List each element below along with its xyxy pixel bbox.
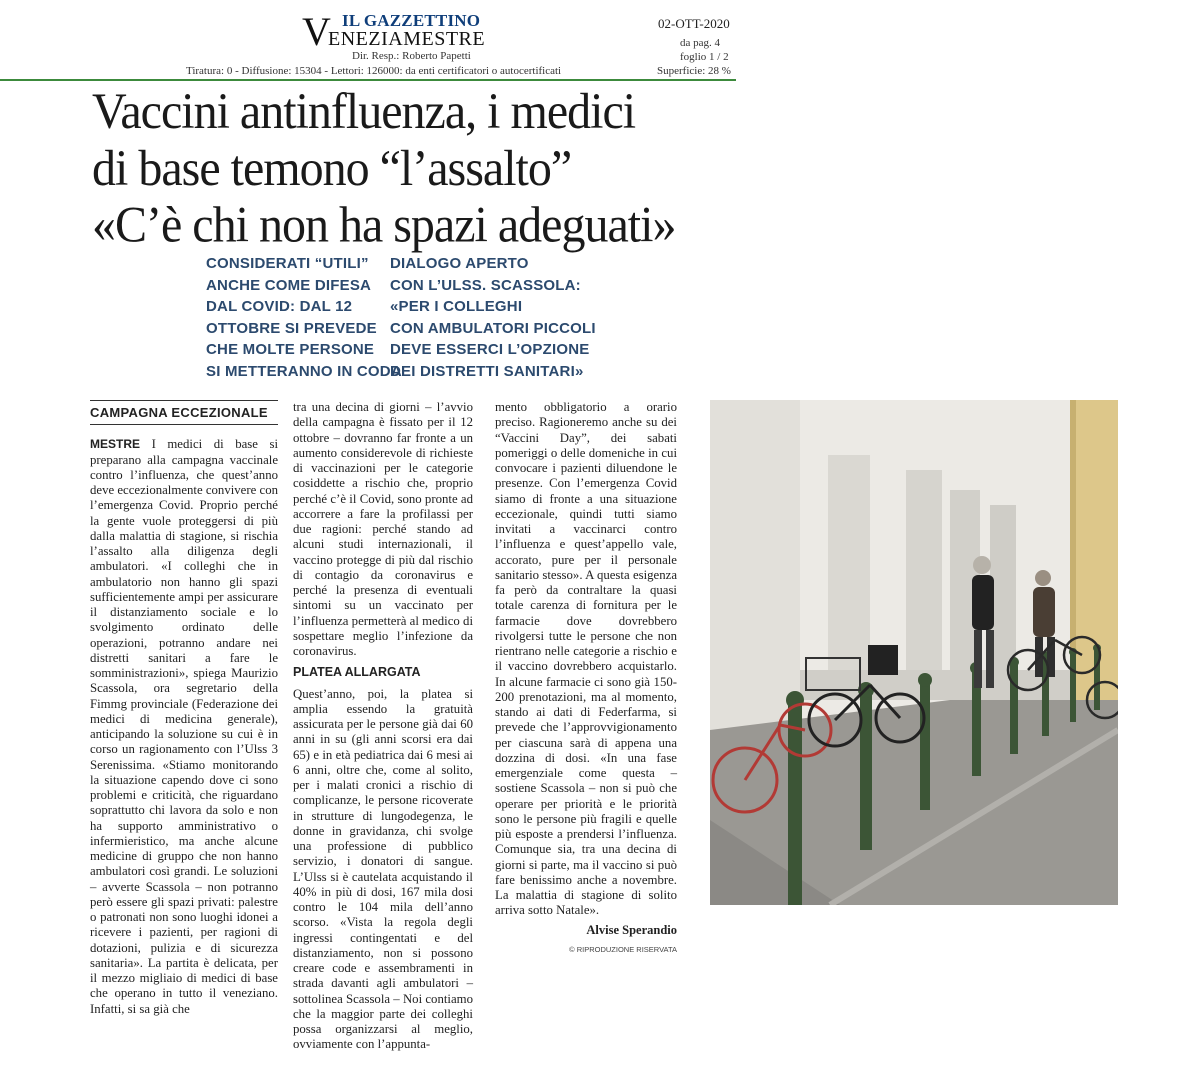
section-title: CAMPAGNA ECCEZIONALE [90, 405, 268, 420]
masthead-initial: V [302, 9, 331, 54]
section-header [90, 400, 278, 425]
article-text: tra una decina di giorni – l’avvio della campagna è fissato per il 12 ottobre – dovranno far fronte a un aumento considerevole di richieste di vaccinazioni per le categorie cosiddette a rischio che, proprio perché c’è il Covid, sono pronte ad accorrere a fare la profilassi per due ragioni: perché stando ad alcuni studi internazionali, il vaccino protegge di più dal rischio di contagio da coronavirus e perché la presenza di eventuali sintomi su un vaccinato per l’influenza permetterà al medico di sospettare meglio l’infezione da coronavirus. [293, 400, 473, 658]
surface-reference: Superficie: 28 % [657, 65, 731, 77]
subhead-line: SI METTERANNO IN CODA [206, 362, 402, 380]
subhead-right [390, 253, 596, 383]
subhead-line: «PER I COLLEGHI [390, 298, 523, 316]
article-column-1 [90, 400, 278, 1017]
subhead-line: OTTOBRE SI PREVEDE [206, 319, 377, 337]
director-line: Dir. Resp.: Roberto Papetti [352, 50, 471, 62]
dateline: MESTRE [90, 437, 141, 452]
article-text: Quest’anno, poi, la platea si amplia essendo la gratuità assicurata per le persone già dai 60 anni in su (gli anni scorsi era dai 65) e in età pediatrica dai 6 mesi ai 6 anni, oltre che, come al solito, per i malati cronici a rischio di complicanze, le persone ricoverate in strutture di lungodegenza, le donne in gravidanza, chi svolge una professione di pubblico servizio, i donatori di sangue. L’Ulss si è cautelata acquistando il 40% in più di dosi, 167 mila dosi contro le 104 mila dell’anno scorso. «Vista la regola degli ingressi contingentati e del distanziamento, non si possono creare code e assembramenti in strada davanti agli ambulatori – sottolinea Scassola – Noi contiamo che la maggior parte dei colleghi possa organizzarsi al meglio, ovviamente con l’appunta- [293, 686, 473, 1052]
circulation-line: Tiratura: 0 - Diffusione: 15304 - Lettori: 126000: da enti certificatori o autocertificati [186, 65, 562, 77]
headline-line-3: «C’è chi non ha spazi adeguati» [92, 197, 676, 254]
issue-date: 02-OTT-2020 [658, 16, 730, 31]
header-divider [0, 79, 736, 81]
article-photo [710, 400, 1118, 905]
masthead-edition: ENEZIAMESTRE [328, 28, 486, 50]
masthead-logo [300, 8, 490, 54]
subhead-line: DAL COVID: DAL 12 [206, 298, 353, 316]
copyright-notice: © RIPRODUZIONE RISERVATA [569, 944, 677, 954]
article-column-2 [293, 400, 473, 1053]
headline-line-2: di base temono “l’assalto” [92, 140, 572, 197]
headline-line-1: Vaccini antinfluenza, i medici [92, 84, 636, 140]
subhead-line: DEI DISTRETTI SANITARI» [390, 362, 584, 380]
subhead-line: ANCHE COME DIFESA [206, 276, 372, 294]
subsection-title: PLATEA ALLARGATA [293, 665, 421, 680]
article-text: mento obbligatorio a orario preciso. Ragioneremo anche su dei “Vaccini Day”, dei sabati pomeriggi o delle domeniche in cui convocare i pazienti diluendone le presenze. Con l’emergenza Covid siamo di fronte a una situazione eccezionale, quindi tutti siamo invitati a vaccinarci contro l’influenza e quest’appello vale, accorato, pure per il personale sanitario stesso». A questa esigenza fa però da contraltare la quasi totale carenza di fornitura per le farmacie dove dovrebbero rivolgersi tutte le persone che non rientrano nelle categorie a rischio e il vaccino dovrebbero acquistarlo. In alcune farmacie ci sono già 150-200 prenotazioni, ma al momento, stando ai dati di Federfarma, si prevede che l’approvvigionamento per ciascuna sarà di appena una dozzina di dosi. «In una fase emergenziale come questa – sostiene Scassola – non si può che operare per priorità e le priorità sono le persone più fragili e quelle più esposte a prendersi l’influenza. Comunque sia, tra una decina di giorni si parte, ma il vaccino si può fare benissimo anche a novembre. La malattia di stagione di solito arriva sotto Natale». [495, 400, 677, 918]
sheet-reference: foglio 1 / 2 [680, 51, 729, 63]
subhead-line: DIALOGO APERTO [390, 255, 529, 272]
subhead-line: CON AMBULATORI PICCOLI [390, 319, 596, 337]
subhead-line: CONSIDERATI “UTILI” [206, 255, 369, 272]
masthead-title: IL GAZZETTINO [342, 11, 481, 30]
street-scene-illustration [710, 400, 1118, 905]
headline [92, 84, 732, 254]
subhead-left [206, 253, 402, 383]
article-text: I medici di base si preparano alla campagna vaccinale contro l’influenza, che quest’anno deve eccezionalmente convivere con l’emergenza Covid. Proprio perché la gente vuole proteggersi di più dalla malattia di stagione, si rischia l’assalto alla diligenza degli ambulatori. «I colleghi che in ambulatorio non hanno gli spazi sufficientemente ampi per assicurare il distanziamento sociale e lo svolgimento ordinato delle operazioni, potranno andare nei distretti sanitari a fare le somministrazioni», spiega Maurizio Scassola, ora segretario della Fimmg provinciale (Federazione dei medici di medicina generale), anticipando la soluzione su cui è in corso un ragionamento con l’Ulss 3 Serenissima. «Stiamo monitorando la situazione capendo dove ci sono problemi e criticità, che riguardano soprattutto chi lavora da solo e non ha supporto amministrativo o infermieristico, ma anche alcune medicine di gruppo che non hanno ambulatori così grandi. Le soluzioni – avverte Scassola – non potranno però essere gli spazi privati: palestre o patronati non sono luoghi idonei a ricevere i pazienti, per ragioni di dotazioni, pulizia e di sicurezza sanitaria». La partita è delicata, per il mezzo migliaio di medici di base che operano in tutto il veneziano. Infatti, si sa già che [90, 437, 279, 1016]
article-column-3 [495, 400, 677, 957]
author-byline: Alvise Sperandio [586, 922, 677, 937]
subhead-line: DEVE ESSERCI L’OPZIONE [390, 341, 590, 359]
page-reference: da pag. 4 [680, 37, 721, 49]
subhead-line: CON L’ULSS. SCASSOLA: [390, 276, 581, 294]
article-paragraph [90, 437, 278, 1017]
subhead-line: CHE MOLTE PERSONE [206, 341, 375, 359]
